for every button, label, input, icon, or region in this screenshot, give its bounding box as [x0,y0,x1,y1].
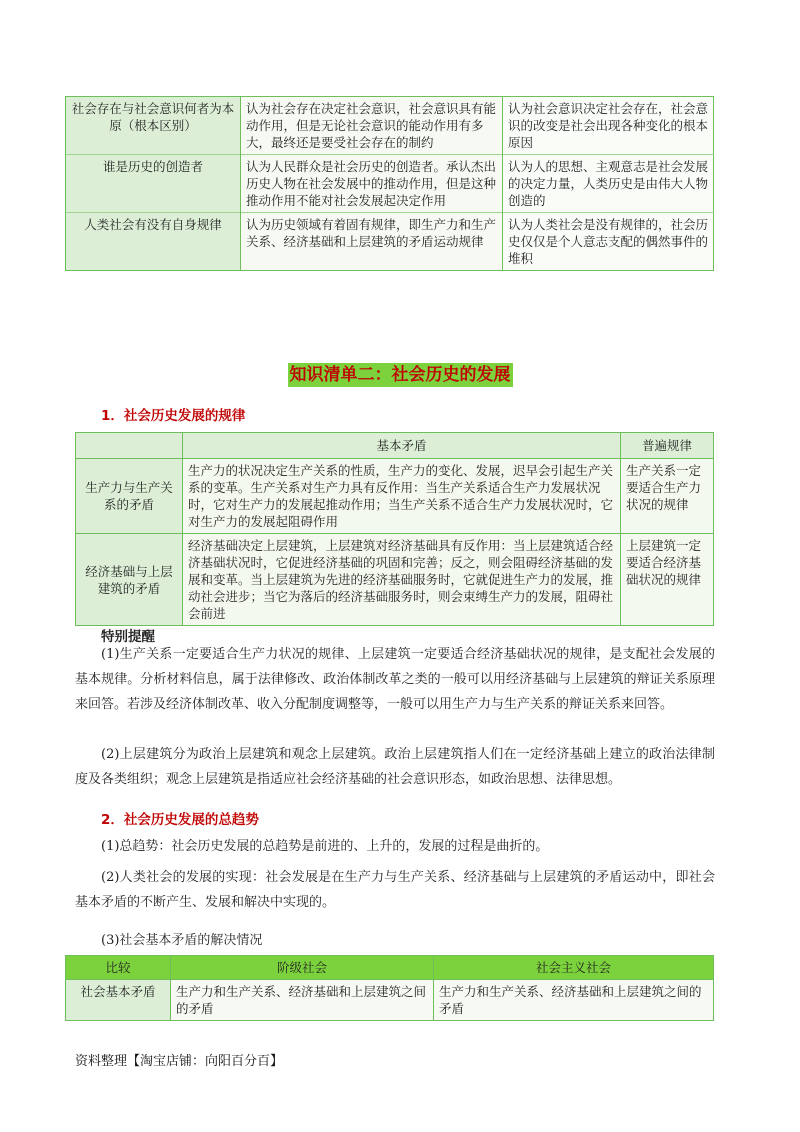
law-cell: 上层建筑一定要适合经济基础状况的规律 [621,534,714,626]
footer-note: 资料整理【淘宝店铺：向阳百分百】 [75,1054,284,1069]
trend-paragraph: (3)社会基本矛盾的解决情况 [101,933,263,948]
trend-paragraph: (1)总趋势：社会历史发展的总趋势是前进的、上升的，发展的过程是曲折的。 [101,839,549,854]
socialist-society-cell: 生产力和生产关系、经济基础和上层建筑之间的矛盾 [434,980,714,1021]
idealism-cell: 认为人类社会是没有规律的，社会历史仅仅是个人意志支配的偶然事件的堆积 [503,213,714,271]
table-row [76,534,714,626]
table-row [76,459,714,534]
subheading-laws: 1．社会历史发展的规律 [101,408,246,424]
header-cell: 社会主义社会 [434,956,714,980]
contradiction-cell: 经济基础决定上层建筑，上层建筑对经济基础具有反作用：当上层建筑适合经济基础状况时，它促进经济基础的巩固和完善；反之，则会阻碍经济基础的发展和变革。当上层建筑为先进的经济基础服务时，它就促进生产力的发展，推动社会进步；当它为落后的经济基础服务时，则会束缚生产力的发展，阻碍社会前进 [183,534,621,626]
header-cell: 基本矛盾 [183,433,621,459]
row-label: 社会存在与社会意识何者为本原（根本区别） [66,97,241,155]
contradiction-table [75,432,714,626]
table-row [66,155,714,213]
row-label: 经济基础与上层建筑的矛盾 [76,534,183,626]
tip-paragraph: (1)生产关系一定要适合生产力状况的规律、上层建筑一定要适合经济基础状况的规律，是支配社会发展的基本规律。分析材料信息，属于法律修改、政治体制改革之类的一般可以用经济基础与上层建筑的辩证关系原理来回答。若涉及经济体制改革、收入分配制度调整等，一般可以用生产力与生产关系的辩证关系来回答。 [75,647,715,712]
section-title-text: 知识清单二：社会历史的发展 [289,365,511,385]
tip-label: 特别提醒 [101,629,155,645]
row-label: 生产力与生产关系的矛盾 [76,459,183,534]
materialism-cell: 认为人民群众是社会历史的创造者。承认杰出历史人物在社会发展中的推动作用，但是这种推动作用不能对社会发展起决定作用 [241,155,503,213]
materialism-cell: 认为历史领域有着固有规律，即生产力和生产关系、经济基础和上层建筑的矛盾运动规律 [241,213,503,271]
table-row [66,97,714,155]
table-header-row [76,433,714,459]
views-comparison-table [65,96,714,271]
row-label: 人类社会有没有自身规律 [66,213,241,271]
table-header-row [66,956,714,980]
table-row [66,213,714,271]
subheading-trend: 2．社会历史发展的总趋势 [101,812,259,828]
law-cell: 生产关系一定要适合生产力状况的规律 [621,459,714,534]
idealism-cell: 认为人的思想、主观意志是社会发展的决定力量，人类历史是由伟大人物创造的 [503,155,714,213]
resolution-table [65,955,714,1021]
tip-paragraph: (2)上层建筑分为政治上层建筑和观念上层建筑。政治上层建筑指人们在一定经济基础上建立的政治法律制度及各类组织；观念上层建筑是指适应社会经济基础的社会意识形态，如政治思想、法律思想。 [75,747,715,787]
header-cell: 阶级社会 [171,956,434,980]
idealism-cell: 认为社会意识决定社会存在，社会意识的改变是社会出现各种变化的根本原因 [503,97,714,155]
materialism-cell: 认为社会存在决定社会意识，社会意识具有能动作用，但是无论社会意识的能动作用有多大，最终还是要受社会存在的制约 [241,97,503,155]
row-label: 社会基本矛盾 [66,980,171,1021]
header-cell [76,433,183,459]
contradiction-cell: 生产力的状况决定生产关系的性质，生产力的变化、发展，迟早会引起生产关系的变革。生产关系对生产力具有反作用：当生产关系适合生产力发展状况时，它对生产力的发展起推动作用；当生产关系不适合生产力发展状况时，它对生产力的发展起阻碍作用 [183,459,621,534]
table-row [66,980,714,1021]
trend-paragraph: (2)人类社会的发展的实现：社会发展是在生产力与生产关系、经济基础与上层建筑的矛盾运动中，即社会基本矛盾的不断产生、发展和解决中实现的。 [75,870,715,910]
section-title [0,360,800,385]
row-label: 谁是历史的创造者 [66,155,241,213]
header-cell: 普遍规律 [621,433,714,459]
header-cell: 比较 [66,956,171,980]
class-society-cell: 生产力和生产关系、经济基础和上层建筑之间的矛盾 [171,980,434,1021]
